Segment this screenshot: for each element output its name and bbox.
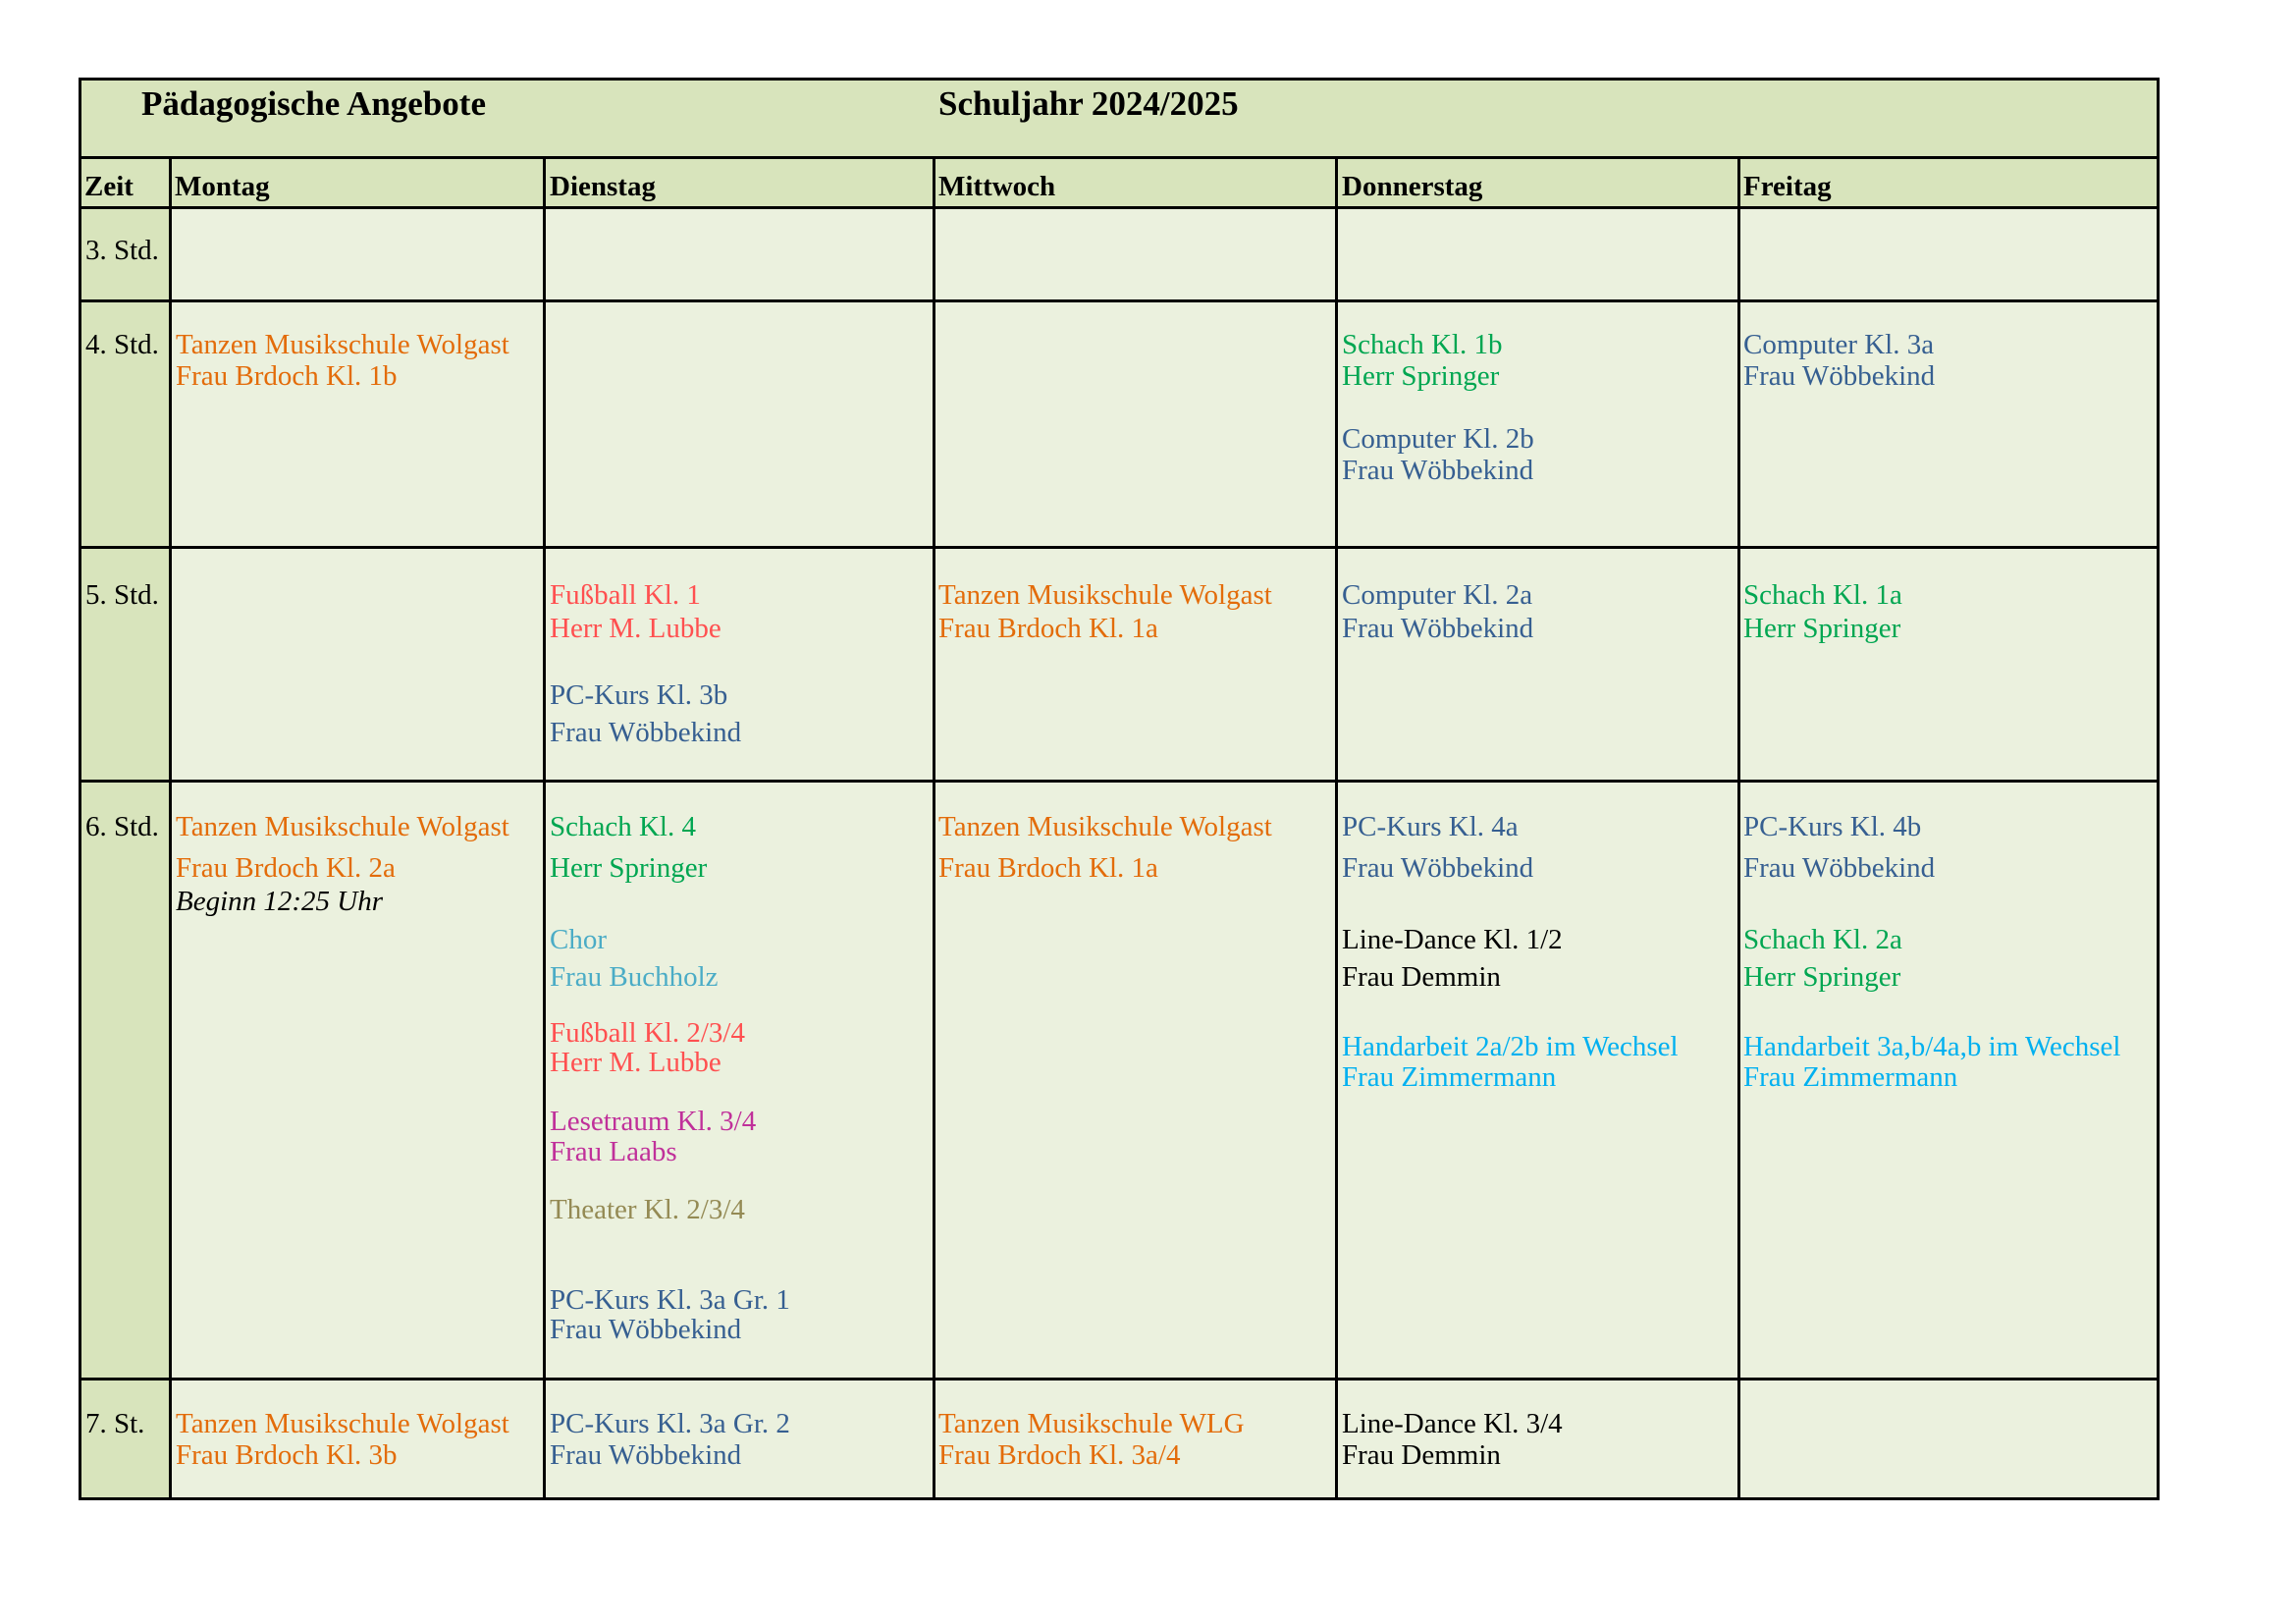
offer-teacher: Frau Wöbbekind	[1743, 360, 1936, 392]
grid-line	[81, 156, 2157, 159]
offer-title: Tanzen Musikschule Wolgast	[176, 811, 509, 842]
time-label: 3. Std.	[85, 235, 159, 266]
page-title: Pädagogische Angebote	[141, 84, 486, 123]
offer-teacher: Frau Zimmermann	[1342, 1061, 1557, 1093]
header-mittwoch: Mittwoch	[938, 171, 1056, 202]
offer-teacher: Frau Wöbbekind	[1342, 852, 1534, 884]
time-label: 7. St.	[85, 1408, 145, 1439]
offer-teacher: Frau Wöbbekind	[1743, 852, 1936, 884]
grid-line	[81, 206, 2157, 209]
offer-title: Handarbeit 3a,b/4a,b im Wechsel	[1743, 1031, 2121, 1062]
offer-title: Fußball Kl. 1	[550, 579, 701, 611]
offer-teacher: Frau Brdoch Kl. 1a	[938, 852, 1158, 884]
schedule-sheet	[79, 78, 2160, 1500]
grid-line	[81, 546, 2157, 549]
grid-line	[1737, 156, 1740, 1497]
offer-teacher: Herr Springer	[1743, 961, 1901, 993]
offer-teacher: Frau Brdoch Kl. 3a/4	[938, 1439, 1181, 1471]
offer-title: Tanzen Musikschule Wolgast	[938, 811, 1272, 842]
offer-title: Chor	[550, 924, 607, 955]
offer-title: Line-Dance Kl. 3/4	[1342, 1408, 1563, 1439]
offer-title: Theater Kl. 2/3/4	[550, 1194, 745, 1225]
time-label: 5. Std.	[85, 579, 159, 611]
offer-teacher: Herr Springer	[1743, 613, 1901, 644]
offer-title: Schach Kl. 4	[550, 811, 696, 842]
offer-teacher: Frau Wöbbekind	[550, 717, 742, 748]
offer-title: Computer Kl. 2b	[1342, 423, 1534, 455]
offer-teacher: Herr M. Lubbe	[550, 613, 721, 644]
offer-title: Line-Dance Kl. 1/2	[1342, 924, 1563, 955]
offer-teacher: Frau Wöbbekind	[550, 1439, 742, 1471]
offer-title: PC-Kurs Kl. 4a	[1342, 811, 1519, 842]
offer-teacher: Frau Demmin	[1342, 961, 1501, 993]
offer-teacher: Frau Zimmermann	[1743, 1061, 1958, 1093]
offer-title: Schach Kl. 1a	[1743, 579, 1902, 611]
grid-line	[1335, 156, 1338, 1497]
offer-note: Beginn 12:25 Uhr	[176, 886, 384, 917]
offer-teacher: Frau Brdoch Kl. 1b	[176, 360, 398, 392]
offer-title: PC-Kurs Kl. 4b	[1743, 811, 1922, 842]
grid-line	[543, 156, 546, 1497]
offer-teacher: Frau Wöbbekind	[1342, 613, 1534, 644]
offer-teacher: Frau Demmin	[1342, 1439, 1501, 1471]
offer-teacher: Frau Wöbbekind	[1342, 455, 1534, 486]
offer-teacher: Frau Brdoch Kl. 2a	[176, 852, 396, 884]
offer-title: Tanzen Musikschule WLG	[938, 1408, 1245, 1439]
header-donnerstag: Donnerstag	[1342, 171, 1483, 202]
offer-title: Computer Kl. 3a	[1743, 329, 1935, 360]
offer-title: Schach Kl. 1b	[1342, 329, 1503, 360]
offer-teacher: Frau Brdoch Kl. 3b	[176, 1439, 398, 1471]
offer-title: Tanzen Musikschule Wolgast	[176, 1408, 509, 1439]
grid-line	[81, 299, 2157, 302]
header-montag: Montag	[175, 171, 270, 202]
offer-teacher: Frau Wöbbekind	[550, 1314, 742, 1345]
column-header-band	[81, 156, 2157, 206]
time-label: 4. Std.	[85, 329, 159, 360]
offer-teacher: Frau Brdoch Kl. 1a	[938, 613, 1158, 644]
offer-teacher: Herr Springer	[1342, 360, 1500, 392]
time-column-band	[81, 206, 169, 1497]
offer-title: Schach Kl. 2a	[1743, 924, 1902, 955]
grid-line	[933, 156, 935, 1497]
offer-title: Tanzen Musikschule Wolgast	[176, 329, 509, 360]
offer-title: Computer Kl. 2a	[1342, 579, 1533, 611]
time-label: 6. Std.	[85, 811, 159, 842]
grid-line	[81, 1378, 2157, 1380]
offer-teacher: Herr M. Lubbe	[550, 1047, 721, 1078]
offer-title: Handarbeit 2a/2b im Wechsel	[1342, 1031, 1679, 1062]
header-freitag: Freitag	[1743, 171, 1832, 202]
offer-title: PC-Kurs Kl. 3a Gr. 2	[550, 1408, 790, 1439]
offer-teacher: Herr Springer	[550, 852, 708, 884]
offer-teacher: Frau Buchholz	[550, 961, 719, 993]
offer-title: Lesetraum Kl. 3/4	[550, 1106, 757, 1137]
offer-teacher: Frau Laabs	[550, 1136, 677, 1167]
header-dienstag: Dienstag	[550, 171, 656, 202]
grid-line	[81, 780, 2157, 783]
offer-title: Fußball Kl. 2/3/4	[550, 1017, 745, 1049]
offer-title: PC-Kurs Kl. 3b	[550, 679, 728, 711]
school-year: Schuljahr 2024/2025	[938, 84, 1239, 123]
grid-line	[169, 156, 172, 1497]
header-zeit: Zeit	[84, 171, 133, 202]
offer-title: PC-Kurs Kl. 3a Gr. 1	[550, 1284, 790, 1316]
offer-title: Tanzen Musikschule Wolgast	[938, 579, 1272, 611]
